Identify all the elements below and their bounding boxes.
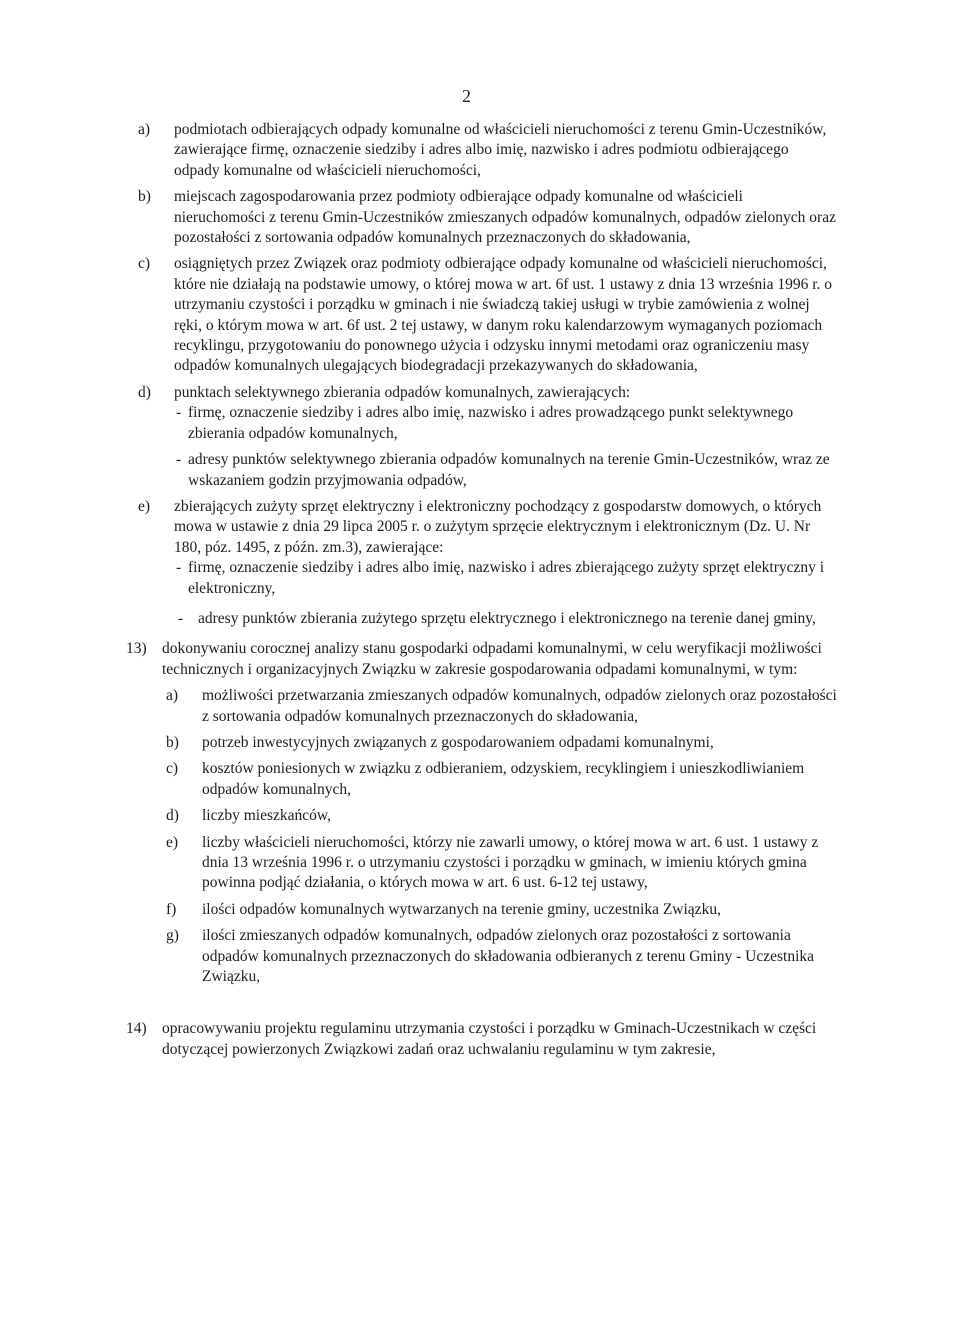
list-marker: f)	[166, 900, 177, 918]
list-item-d	[138, 383, 838, 403]
dash-item-text: firmę, oznaczenie siedziby i adres albo imię, nazwisko i adres zbierającego zużyty sprzęt elektryczny i elektroniczny,	[188, 559, 825, 597]
list-marker: b)	[166, 733, 179, 751]
dash-item-text: adresy punktów zbierania zużytego sprzętu elektrycznego i elektronicznego na terenie danej gminy,	[198, 609, 816, 627]
document-body	[126, 120, 838, 1060]
page-number: 2	[462, 86, 471, 106]
list-item-14	[126, 1019, 838, 1060]
list-marker: g)	[166, 927, 179, 945]
dash-marker: -	[176, 559, 182, 577]
dash-marker: -	[178, 609, 184, 627]
list-item-text: zbierających zużyty sprzęt elektryczny i elektroniczny pochodzący z gospodarstw domowych, o których mowa w ustawie z dnia 29 lipca 2005 r. o zużytym sprzęcie elektrycznym i elektronicznym (Dz. U. Nr 180, póz. 1495, z późn. zm.3), zawierające:	[174, 497, 822, 556]
list-marker: a)	[138, 121, 151, 138]
list-marker: c)	[166, 760, 179, 778]
list-item-text: punktach selektywnego zbierania odpadów komunalnych, zawierających:	[174, 383, 631, 401]
dash-item-text: firmę, oznaczenie siedziby i adres albo imię, nazwisko i adres prowadzącego punkt selektywnego zbierania odpadów komunalnych,	[188, 404, 794, 442]
list-item-text: liczby właścicieli nieruchomości, którzy nie zawarli umowy, o której mowa w art. 6 ust. 1 ustawy z dnia 13 września 1996 r. o utrzymaniu czystości i porządku w gminach, w imieniu których gmina powinna podjąć działania, o których mowa w art. 6 ust. 6-12 tej ustawy,	[202, 833, 819, 892]
sublist-item-e	[166, 833, 838, 894]
list-item-text: liczby mieszkańców,	[202, 807, 331, 825]
list-marker: 14)	[126, 1020, 147, 1038]
list-item-text: kosztów poniesionych w związku z odbieraniem, odzyskiem, recyklingiem i unieszkodliwianiem odpadów komunalnych,	[202, 760, 805, 798]
list-item-text: miejscach zagospodarowania przez podmioty odbierające odpady komunalne od właścicieli nieruchomości z terenu Gmin-Uczestników zmieszanych odpadów komunalnych, odpadów zielonych oraz pozostałości z sortowania odpadów komunalnych przeznaczonych do składowania,	[174, 188, 836, 247]
sublist-item-d	[166, 806, 838, 826]
sublist-item-a	[166, 686, 838, 727]
list-marker: d)	[138, 383, 151, 401]
sublist-item-c	[166, 759, 838, 800]
dash-item	[176, 450, 838, 491]
dash-marker: -	[176, 404, 182, 422]
list-marker: c)	[138, 255, 151, 273]
list-item-text: opracowywaniu projektu regulaminu utrzymania czystości i porządku w Gminach-Uczestnikach w części dotyczącej powierzonych Związkowi zadań oraz uchwalaniu regulaminu w tym zakresie,	[162, 1020, 817, 1058]
dash-item-text: adresy punktów selektywnego zbierania odpadów komunalnych na terenie Gmin-Uczestników, wraz ze wskazaniem godzin przyjmowania odpadów,	[188, 451, 830, 489]
list-marker: e)	[166, 833, 179, 851]
list-item-text: potrzeb inwestycyjnych związanych z gospodarowaniem odpadami komunalnymi,	[202, 733, 714, 751]
list-item-e	[138, 497, 838, 558]
dash-item	[178, 609, 838, 629]
list-marker: d)	[166, 807, 179, 825]
list-item-b	[138, 187, 838, 248]
list-item-a	[138, 120, 838, 181]
sublist-item-f	[166, 900, 838, 920]
sublist-item-g	[166, 926, 838, 987]
list-marker: b)	[138, 188, 151, 206]
dash-marker: -	[176, 451, 182, 469]
list-item-13	[126, 639, 838, 680]
list-item-c	[138, 254, 838, 376]
list-marker: e)	[138, 497, 151, 515]
list-item-text: możliwości przetwarzania zmieszanych odpadów komunalnych, odpadów zielonych oraz pozostałości z sortowania odpadów komunalnych przeznaczonych do składowania,	[202, 687, 837, 725]
list-item-text: osiągniętych przez Związek oraz podmioty odbierające odpady komunalne od właścicieli nieruchomości, które nie działają na podstawie umowy, o której mowa w art. 6f ust. 1 ustawy z dnia 13 września 1996 r. o utrzymaniu czystości i porządku w gminach i nie świadczą takiej usługi w trybie zamówienia z wolnej ręki, o którym mowa w art. 6f ust. 2 tej ustawy, w danym roku kalendarzowym wymaganych poziomach recyklingu, przygotowaniu do ponownego użycia i odzysku innymi metodami oraz ograniczeniu masy odpadów komunalnych ulegających biodegradacji przekazywanych do składowania,	[174, 255, 833, 375]
list-marker: 13)	[126, 640, 147, 658]
list-marker: a)	[166, 687, 179, 705]
list-item-text: ilości zmieszanych odpadów komunalnych, odpadów zielonych oraz pozostałości z sortowania odpadów komunalnych przeznaczonych do składowania odbieranych z terenu Gminy - Uczestnika Związku,	[202, 927, 815, 986]
dash-item	[176, 558, 838, 599]
sublist-item-b	[166, 733, 838, 753]
list-item-text: podmiotach odbierających odpady komunalne od właścicieli nieruchomości z terenu Gmin-Uczestników, zawierające firmę, oznaczenie siedziby i adres albo imię, nazwisko i adres podmiotu odbierającego odpady komunalne od właścicieli nieruchomości,	[174, 121, 827, 179]
list-item-text: dokonywaniu corocznej analizy stanu gospodarki odpadami komunalnymi, w celu weryfikacji możliwości technicznych i organizacyjnych Związku w zakresie gospodarowania odpadami komunalnymi, w tym:	[162, 640, 822, 678]
list-item-text: ilości odpadów komunalnych wytwarzanych na terenie gminy, uczestnika Związku,	[202, 900, 721, 918]
dash-item	[176, 403, 838, 444]
